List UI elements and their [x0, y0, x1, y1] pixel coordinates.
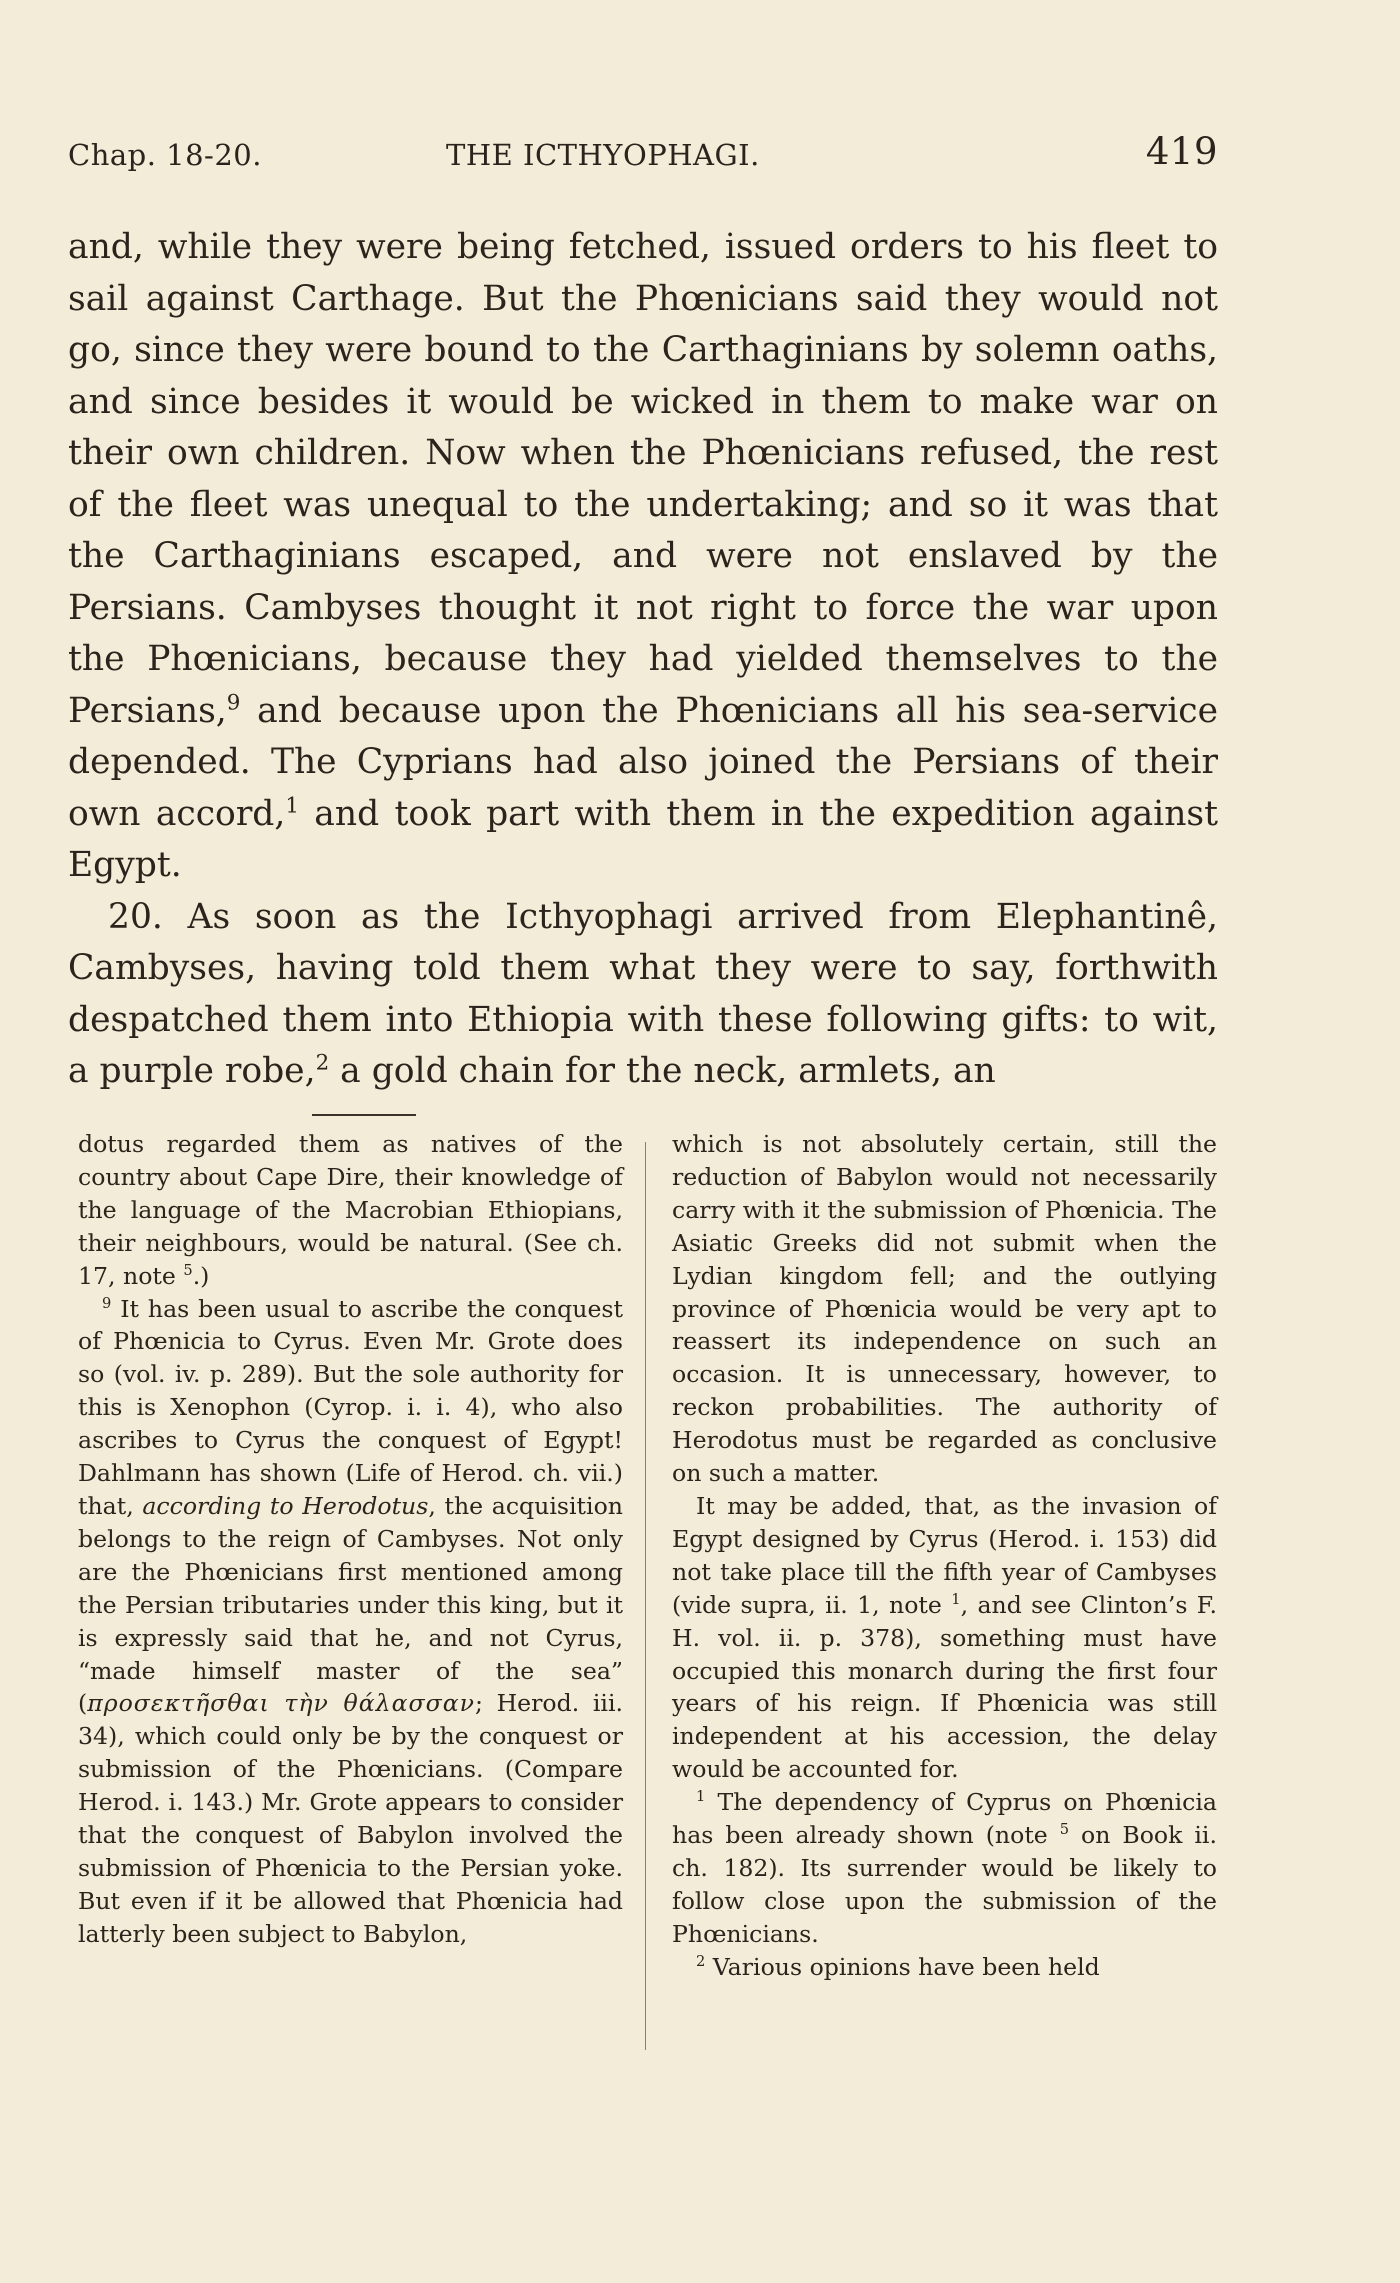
page-number: 419: [1145, 130, 1218, 173]
main-text: [68, 222, 1218, 1098]
running-header: [68, 130, 1218, 180]
page-title: THE ICTHYOPHAGI.: [446, 138, 760, 172]
footnote-9-addendum: It may be added, that, as the invasion of Egypt designed by Cyrus (Herod. i. 153) did not take place till the fifth year of Cambyses (vide supra, ii. 1, note $^1$, and see Clinton’s F. H. vol. ii. p. 378), something must have occupied this monarch during the first four years of his reign. If Phœnicia was still independent at his accession, the delay would be accounted for.: [672, 1491, 1218, 1784]
footnote-2: $^2$ Various opinions have been held: [696, 1952, 1100, 1981]
footnote-ref-9: 9: [226, 690, 241, 715]
footnote-column-left: [78, 1128, 623, 1951]
footnote-1: $^1$ The dependency of Cyprus on Phœnicia has been already shown (note $^5$ on Book ii. ch. 182). Its surrender would be likely to follow close upon the submission of the Phœnicians.: [672, 1788, 1217, 1948]
footnote-9-continued: which is not absolutely certain, still the reduction of Babylon would not necessarily carry with it the submission of Phœnicia. The Asiatic Greeks did not submit when the Lydian kingdom fell; and the outlying province of Phœnicia would be very apt to reassert its independence on such an occasion. It is unnecessary, however, to reckon probabilities. The authority of Herodotus must be regarded as conclusive on such a matter.: [672, 1130, 1217, 1488]
footnote-continuation: dotus regarded them as natives of the country about Cape Dire, their knowledge of the language of the Macrobian Ethiopians, their neighbours, would be natural. (See ch. 17, note $^5$.): [78, 1130, 623, 1290]
footnote-separator: [312, 1114, 416, 1116]
chapter-reference: Chap. 18-20.: [68, 138, 262, 172]
paragraph-1: and, while they were being fetched, issued orders to his fleet to sail against Carthage. But the Phœnicians said they would not go, since they were bound to the Carthaginians by solemn oaths, and since besides it would be wicked in them to make war on their own children. Now when the Phœnicians refused, the rest of the fleet was unequal to the undertaking; and so it was that the Carthaginians escaped, and were not enslaved by the Persians. Cambyses thought it not right to force the war upon the Phœnicians, because they had yielded themselves to the Persians,$^9$ and because upon the Phœnicians all his sea-service depended. The Cyprians had also joined the Persians of their own accord,$^1$ and took part with them in the expedition against Egypt.: [68, 227, 1218, 885]
footnote-9: $^9$ It has been usual to ascribe the conquest of Phœnicia to Cyrus. Even Mr. Grote does so (vol. iv. p. 289). But the sole authority for this is Xenophon (Cyrop. i. i. 4), who also ascribes to Cyrus the conquest of Egypt! Dahlmann has shown (Life of Herod. ch. vii.) that, according to Herodotus, the acquisition belongs to the reign of Cambyses. Not only are the Phœnicians first mentioned among the Persian tributaries under this king, but it is expressly said that he, and not Cyrus, “made himself master of the sea” (προσεκτῆσθαι τὴν θάλασσαν; Herod. iii. 34), which could only be by the conquest or submission of the Phœnicians. (Compare Herod. i. 143.) Mr. Grote appears to consider that the conquest of Babylon involved the submission of Phœnicia to the Persian yoke. But even if it be allowed that Phœnicia had latterly been subject to Babylon,: [78, 1294, 623, 1948]
footnote-ref-2: 2: [315, 1050, 330, 1076]
footnote-ref-1: 1: [285, 793, 299, 818]
footnote-column-right: [672, 1128, 1217, 1984]
column-divider: [645, 1142, 646, 2050]
paragraph-2: 20. As soon as the Icthyophagi arrived from Elephantinê, Cambyses, having told them what they were to say, forthwith despatched them into Ethiopia with these following gifts: to wit, a purple robe,$^2$ a gold chain for the neck, armlets, an: [68, 896, 1218, 1091]
